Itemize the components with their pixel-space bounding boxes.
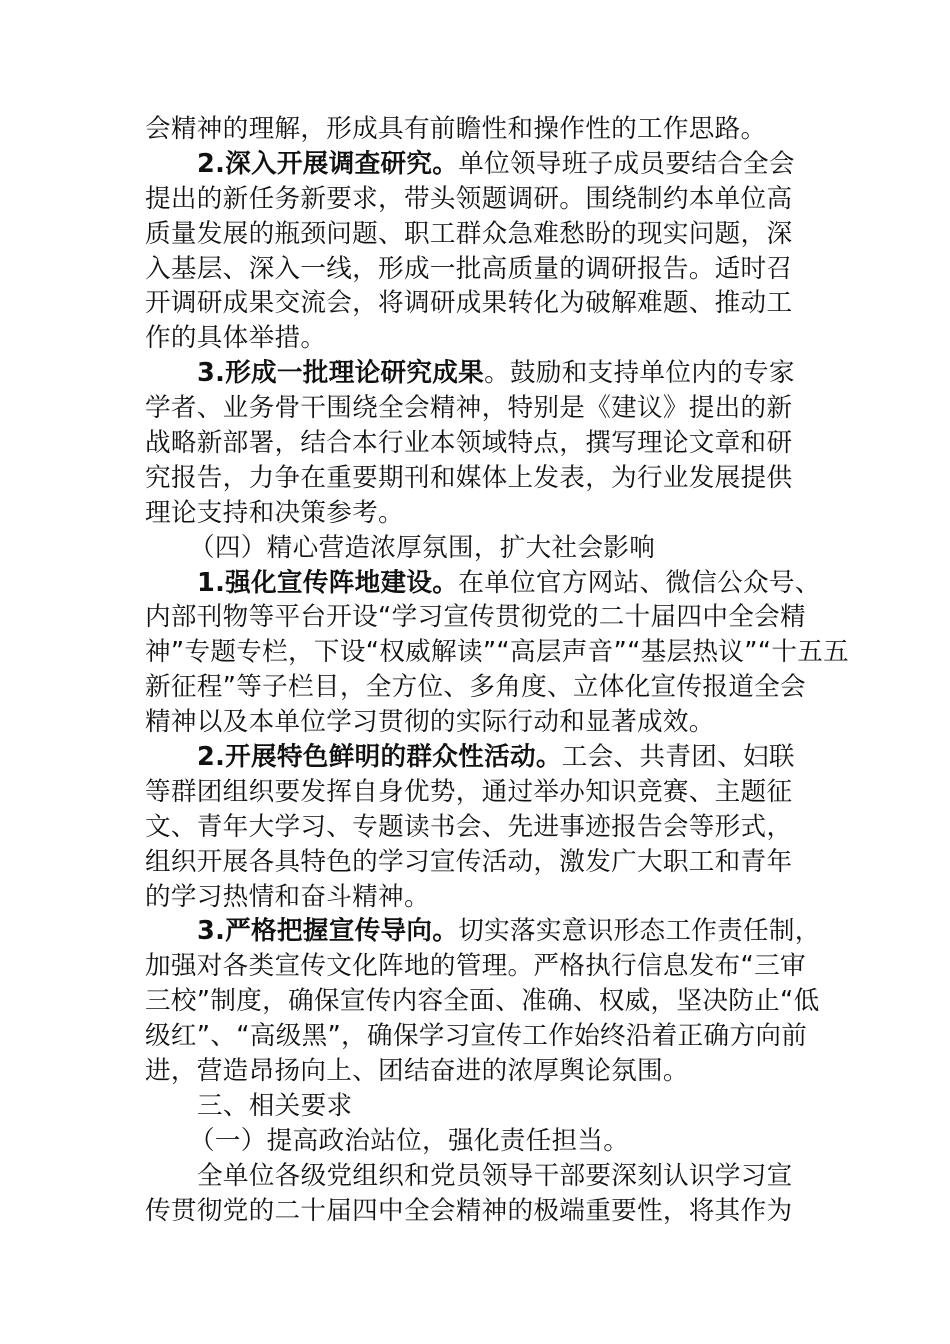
text-line xyxy=(145,600,810,635)
text-line xyxy=(145,461,810,496)
line-text: 内部刊物等平台开设“学习宣传贯彻党的二十届四中全会精 xyxy=(145,602,806,633)
text-line xyxy=(145,880,810,915)
line-text: 质量发展的瓶颈问题、职工群众急难愁盼的现实问题，深 xyxy=(145,218,793,249)
line-text: 三、相关要求 xyxy=(197,1090,353,1121)
line-text: 组织开展各具特色的学习宣传活动，激发广大职工和青年 xyxy=(145,846,793,877)
text-line xyxy=(145,705,810,740)
line-text: 会精神的理解，形成具有前瞻性和操作性的工作思路。 xyxy=(145,114,767,144)
line-text: 进，营造昂扬向上、团结奋进的浓厚舆论氛围。 xyxy=(145,1056,689,1087)
line-text: 单位领导班子成员要结合全会 xyxy=(458,148,795,179)
bold-heading: 1.强化宣传阵地建设。 xyxy=(197,567,459,598)
line-text: 开调研成果交流会，将调研成果转化为破解难题、推动工 xyxy=(145,288,793,319)
paragraph-heading-line xyxy=(145,356,810,391)
text-line xyxy=(145,845,810,880)
line-text: 工会、共青团、妇联 xyxy=(561,742,795,773)
text-line xyxy=(145,1054,810,1089)
text-line xyxy=(145,286,810,321)
line-text: 全单位各级党组织和党员领导干部要深刻认识学习宣 xyxy=(197,1160,793,1191)
line-text: 文、青年大学习、专题读书会、先进事迹报告会等形式， xyxy=(145,811,793,842)
text-line xyxy=(145,391,810,426)
text-line xyxy=(145,217,810,252)
paragraph-heading-line xyxy=(145,566,821,601)
line-text: 切实落实意识形态工作责任制， xyxy=(458,916,821,947)
line-text: 加强对各类宣传文化阵地的管理。严格执行信息发布“三审 xyxy=(145,951,806,982)
paragraph-heading-line xyxy=(145,147,810,182)
text-line xyxy=(145,426,810,461)
text-line xyxy=(145,949,810,984)
text-line xyxy=(145,112,810,147)
line-text: 作的具体举措。 xyxy=(145,323,327,354)
text-line xyxy=(145,670,810,705)
text-line xyxy=(145,1194,810,1229)
text-line xyxy=(145,531,810,566)
text-line xyxy=(145,1019,810,1054)
bold-heading: 2.开展特色鲜明的群众性活动。 xyxy=(197,742,562,773)
text-line xyxy=(145,1089,810,1124)
text-line xyxy=(145,984,820,1019)
line-text: 传贯彻党的二十届四中全会精神的极端重要性，将其作为 xyxy=(145,1195,793,1226)
bold-heading: 3.严格把握宣传导向。 xyxy=(197,916,459,947)
line-text: 的学习热情和奋斗精神。 xyxy=(145,881,430,912)
paragraph-heading-line xyxy=(145,740,810,775)
line-text: 精神以及本单位学习贯彻的实际行动和显著成效。 xyxy=(145,707,715,738)
line-text: 三校”制度，确保宣传内容全面、准确、权威，坚决防止“低 xyxy=(145,986,820,1017)
line-text: （四）精心营造浓厚氛围，扩大社会影响 xyxy=(189,532,656,563)
line-text: 学者、业务骨干围绕全会精神，特别是《建议》提出的新 xyxy=(145,393,793,424)
bold-heading: 2.深入开展调查研究。 xyxy=(197,148,459,179)
text-line xyxy=(145,635,850,670)
line-text: 新征程”等子栏目，全方位、多角度、立体化宣传报道全会 xyxy=(145,672,806,703)
line-text: 理论支持和决策参考。 xyxy=(145,497,404,528)
line-text: 入基层、深入一线，形成一批高质量的调研报告。适时召 xyxy=(145,253,793,284)
text-line xyxy=(145,1124,810,1159)
line-text: 究报告，力争在重要期刊和媒体上发表，为行业发展提供 xyxy=(145,462,793,493)
text-line xyxy=(145,496,810,531)
line-text: 战略新部署，结合本行业本领域特点，撰写理论文章和研 xyxy=(145,428,793,459)
text-line xyxy=(145,775,810,810)
line-text: 神”专题专栏，下设“权威解读”“高层声音”“基层热议”“十五五 xyxy=(145,637,850,668)
line-text: 级红”、“高级黑”，确保学习宣传工作始终沿着正确方向前 xyxy=(145,1021,808,1052)
line-text: （一）提高政治站位，强化责任担当。 xyxy=(189,1125,630,1156)
line-text: 提出的新任务新要求，带头领题调研。围绕制约本单位高 xyxy=(145,183,793,214)
paragraph-heading-line xyxy=(145,914,821,949)
text-line xyxy=(145,182,810,217)
bold-heading: 3.形成一批理论研究成果 xyxy=(197,358,485,389)
text-line xyxy=(145,321,810,356)
line-text: 在单位官方网站、微信公众号、 xyxy=(458,567,821,598)
line-text: 。鼓励和支持单位内的专家 xyxy=(484,358,795,389)
line-text: 等群团组织要发挥自身优势，通过举办知识竞赛、主题征 xyxy=(145,776,793,807)
text-line xyxy=(145,810,810,845)
text-line xyxy=(145,252,810,287)
document-body xyxy=(145,112,850,1229)
text-line xyxy=(145,1159,810,1194)
